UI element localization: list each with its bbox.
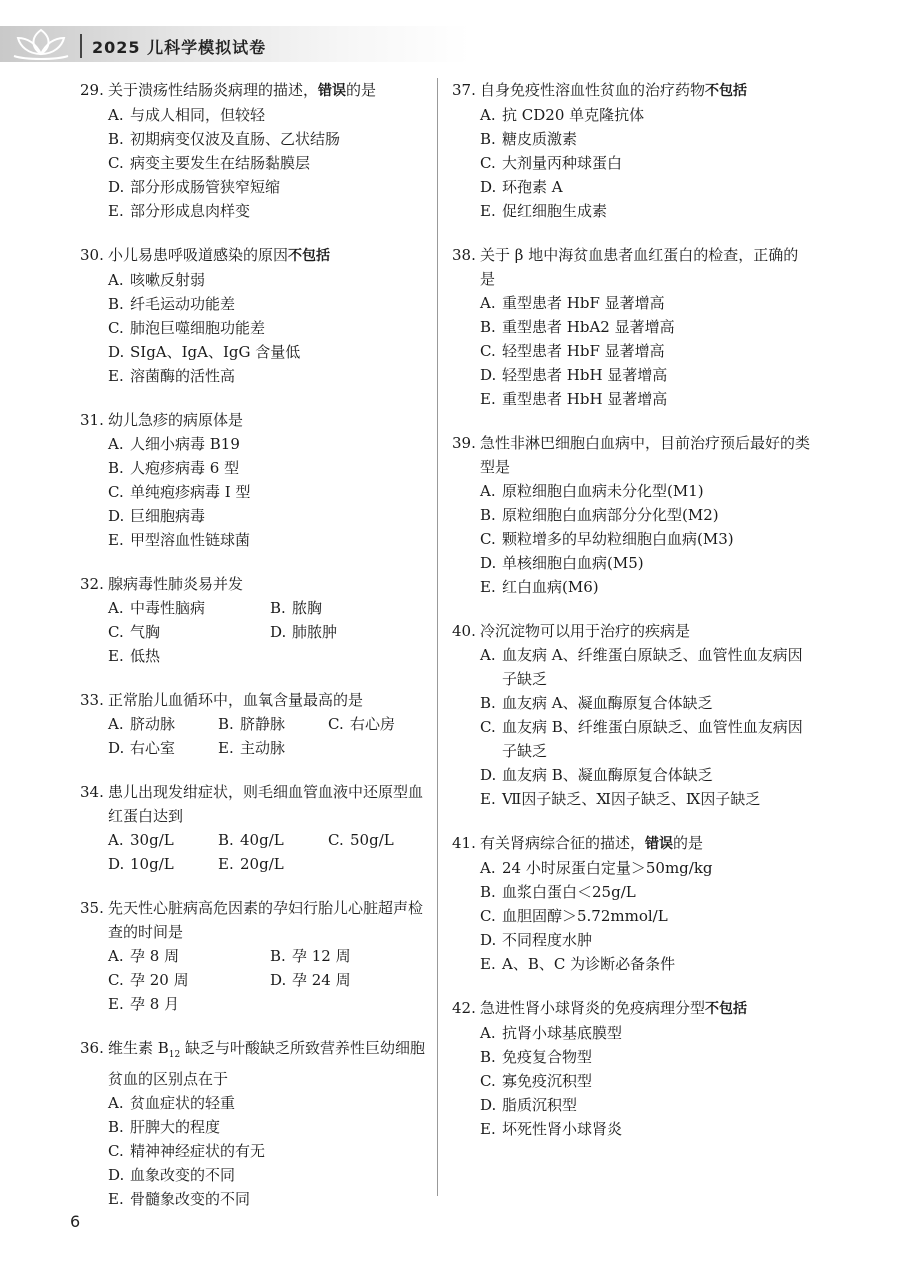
question-stem: 先天性心脏病高危因素的孕妇行胎儿心脏超声检查的时间是 (108, 899, 424, 941)
question-33 (80, 688, 430, 760)
option: B. 重型患者 HbA2 显著增高 (480, 318, 675, 336)
question-number: 32. (80, 575, 104, 593)
option: A. 血友病 A、纤维蛋白原缺乏、血管性血友病因子缺乏 (480, 646, 803, 688)
option: C. 颗粒增多的早幼粒细胞白血病(M3) (480, 530, 734, 548)
option: E. 溶菌酶的活性高 (108, 367, 236, 385)
option: C. 血胆固醇＞5.72mmol/L (480, 907, 668, 925)
option: A. 贫血症状的轻重 (108, 1094, 236, 1112)
option: C. 单纯疱疹病毒 Ⅰ 型 (108, 483, 251, 501)
option: A. 孕 8 周 (108, 947, 180, 965)
question-stem: 自身免疫性溶血性贫血的治疗药物不包括 (480, 81, 748, 99)
question-number: 39. (452, 434, 476, 452)
option: D. 环孢素 A (480, 178, 563, 196)
question-stem: 腺病毒性肺炎易并发 (108, 575, 244, 593)
question-number: 31. (80, 411, 104, 429)
option: D. 部分形成肠管狭窄短缩 (108, 178, 281, 196)
question-29 (80, 78, 430, 223)
question-stem: 急性非淋巴细胞白血病中，目前治疗预后最好的类型是 (480, 434, 811, 476)
question-38 (452, 243, 812, 411)
question-35 (80, 896, 430, 1016)
option: D. 血象改变的不同 (108, 1166, 236, 1184)
question-number: 37. (452, 81, 476, 99)
emphasis: 错误 (318, 83, 347, 99)
option: A. 抗肾小球基底膜型 (480, 1024, 623, 1042)
question-stem: 关于溃疡性结肠炎病理的描述，错误的是 (108, 81, 377, 99)
option: C. 气胸 (108, 623, 161, 641)
question-number: 42. (452, 999, 476, 1017)
question-number: 33. (80, 691, 104, 709)
option: E. A、B、C 为诊断必备条件 (480, 955, 676, 973)
option: E. 骨髓象改变的不同 (108, 1190, 251, 1208)
option: A. 与成人相同，但较轻 (108, 106, 266, 124)
option: D. SIgA、IgA、IgG 含量低 (108, 343, 301, 361)
option: B. 纤毛运动功能差 (108, 295, 236, 313)
question-number: 38. (452, 246, 476, 264)
question-42 (452, 996, 812, 1141)
option: D. 孕 24 周 (270, 971, 351, 989)
option: E. 主动脉 (218, 739, 286, 757)
option: E. 坏死性肾小球肾炎 (480, 1120, 623, 1138)
column-divider (437, 78, 438, 1196)
option: B. 脓胸 (270, 599, 323, 617)
option: D. 10g/L (108, 855, 174, 873)
option: C. 轻型患者 HbF 显著增高 (480, 342, 665, 360)
option: B. 脐静脉 (218, 715, 286, 733)
option: C. 50g/L (328, 831, 394, 849)
question-stem: 患儿出现发绀症状，则毛细血管血液中还原型血红蛋白达到 (108, 783, 424, 825)
question-stem: 幼儿急疹的病原体是 (108, 411, 244, 429)
option: B. 肝脾大的程度 (108, 1118, 221, 1136)
question-stem: 有关肾病综合征的描述，错误的是 (480, 834, 704, 852)
option: C. 血友病 B、纤维蛋白原缺乏、血管性血友病因子缺乏 (480, 718, 803, 760)
question-36 (80, 1036, 430, 1211)
question-number: 29. (80, 81, 104, 99)
emphasis: 不包括 (705, 1001, 748, 1017)
option: E. Ⅶ因子缺乏、Ⅺ因子缺乏、Ⅸ因子缺乏 (480, 790, 761, 808)
option: C. 肺泡巨噬细胞功能差 (108, 319, 266, 337)
question-stem: 关于 β 地中海贫血患者血红蛋白的检查，正确的是 (480, 246, 799, 288)
option: E. 红白血病(M6) (480, 578, 599, 596)
option: B. 40g/L (218, 831, 284, 849)
option: A. 原粒细胞白血病未分化型(M1) (480, 482, 704, 500)
option: D. 脂质沉积型 (480, 1096, 578, 1114)
question-stem: 维生素 $B_{12}$ 缺乏与叶酸缺乏所致营养性巨幼细胞贫血的区别点在于 (108, 1039, 426, 1088)
option: C. 病变主要发生在结肠黏膜层 (108, 154, 311, 172)
question-stem: 急进性肾小球肾炎的免疫病理分型不包括 (480, 999, 748, 1017)
option: D. 单核细胞白血病(M5) (480, 554, 644, 572)
option: E. 促红细胞生成素 (480, 202, 608, 220)
option: C. 寡免疫沉积型 (480, 1072, 593, 1090)
option: E. 低热 (108, 647, 161, 665)
option: D. 巨细胞病毒 (108, 507, 206, 525)
emphasis: 不包括 (705, 83, 748, 99)
option: B. 初期病变仅波及直肠、乙状结肠 (108, 130, 341, 148)
option: D. 轻型患者 HbH 显著增高 (480, 366, 668, 384)
option: A. 脐动脉 (108, 715, 176, 733)
question-stem: 冷沉淀物可以用于治疗的疾病是 (480, 622, 691, 640)
header-separator (80, 34, 82, 58)
question-41 (452, 831, 812, 976)
question-30 (80, 243, 430, 388)
page-header (0, 0, 900, 64)
question-stem: 正常胎儿血循环中，血氧含量最高的是 (108, 691, 364, 709)
option: E. 重型患者 HbH 显著增高 (480, 390, 668, 408)
right-column (452, 78, 812, 1161)
option: B. 原粒细胞白血病部分分化型(M2) (480, 506, 719, 524)
question-32 (80, 572, 430, 668)
option: C. 大剂量丙种球蛋白 (480, 154, 623, 172)
question-number: 30. (80, 246, 104, 264)
option: B. 糖皮质激素 (480, 130, 578, 148)
option: B. 人疱疹病毒 6 型 (108, 459, 240, 477)
option: A. 抗 CD20 单克隆抗体 (480, 106, 645, 124)
question-stem: 小儿易患呼吸道感染的原因不包括 (108, 246, 331, 264)
emphasis: 不包括 (288, 248, 331, 264)
option: B. 血友病 A、凝血酶原复合体缺乏 (480, 694, 713, 712)
option: D. 肺脓肿 (270, 623, 338, 641)
option: A. 人细小病毒 B19 (108, 435, 240, 453)
question-37 (452, 78, 812, 223)
option: B. 血浆白蛋白＜25g/L (480, 883, 636, 901)
question-39 (452, 431, 812, 599)
option: E. 20g/L (218, 855, 284, 873)
option: A. 30g/L (108, 831, 174, 849)
question-number: 41. (452, 834, 476, 852)
question-number: 35. (80, 899, 104, 917)
question-number: 34. (80, 783, 104, 801)
option: A. 中毒性脑病 (108, 599, 206, 617)
header-title: 2025 儿科学模拟试卷 (92, 38, 267, 57)
option: B. 孕 12 周 (270, 947, 351, 965)
emphasis: 错误 (645, 836, 674, 852)
option: E. 部分形成息肉样变 (108, 202, 251, 220)
option: E. 孕 8 月 (108, 995, 180, 1013)
question-number: 36. (80, 1039, 104, 1057)
option: A. 咳嗽反射弱 (108, 271, 206, 289)
question-40 (452, 619, 812, 811)
lotus-logo-icon (8, 24, 74, 60)
option: C. 右心房 (328, 715, 396, 733)
option: A. 重型患者 HbF 显著增高 (480, 294, 665, 312)
option: D. 血友病 B、凝血酶原复合体缺乏 (480, 766, 713, 784)
option: D. 不同程度水肿 (480, 931, 593, 949)
left-column (80, 78, 430, 1231)
option: E. 甲型溶血性链球菌 (108, 531, 251, 549)
option: B. 免疫复合物型 (480, 1048, 593, 1066)
question-number: 40. (452, 622, 476, 640)
option: D. 右心室 (108, 739, 176, 757)
question-34 (80, 780, 430, 876)
option: A. 24 小时尿蛋白定量＞50mg/kg (480, 859, 713, 877)
option: C. 孕 20 周 (108, 971, 189, 989)
question-31 (80, 408, 430, 552)
option: C. 精神神经症状的有无 (108, 1142, 266, 1160)
page-number: 6 (70, 1212, 81, 1231)
